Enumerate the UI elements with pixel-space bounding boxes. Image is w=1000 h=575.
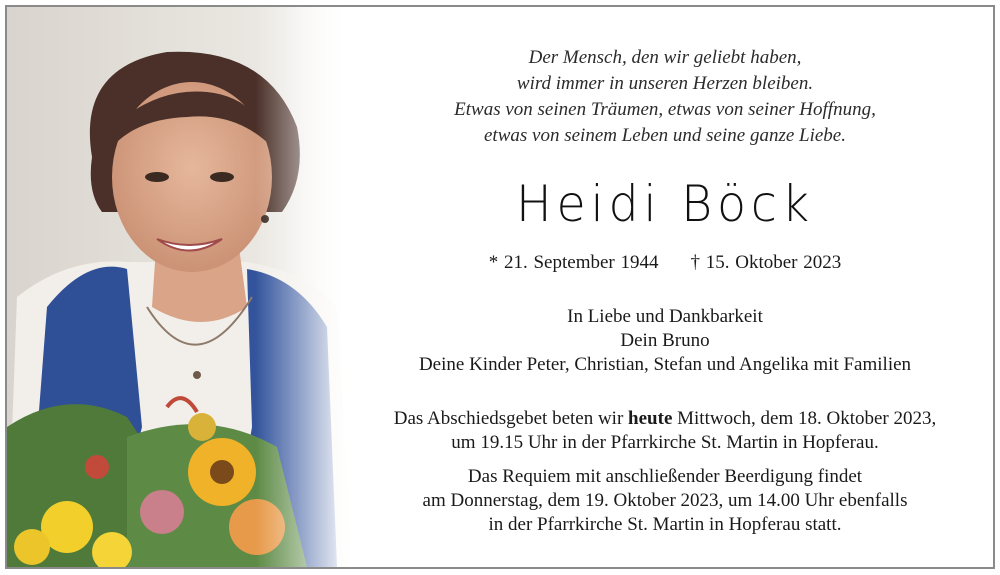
service-line [337,407,993,431]
service-text: Mittwoch, dem 18. Oktober 2023, [672,408,937,429]
quote-line: Etwas von seinen Träumen, etwas von seiner Hoffnung, [454,99,876,120]
deceased-name: Heidi Böck [516,175,814,233]
memorial-quote [337,45,993,149]
portrait-illustration [7,7,352,567]
service-emphasis: heute [628,408,673,429]
life-dates [337,252,993,274]
service-line: in der Pfarrkirche St. Martin in Hopferau statt. [488,514,842,535]
family-line: Deine Kinder Peter, Christian, Stefan und Angelika mit Familien [418,354,912,375]
obituary-text [337,7,993,567]
birth-date: * 21. September 1944 [488,252,659,273]
obituary-frame [5,5,995,569]
farewell-prayer-notice [337,407,993,455]
family-signature [337,305,993,377]
death-date: † 15. Oktober 2023 [690,252,842,273]
family-line: In Liebe und Dankbarkeit [567,306,763,327]
requiem-notice [337,465,993,537]
quote-line: Der Mensch, den wir geliebt haben, [528,47,802,68]
family-line: Dein Bruno [620,330,710,351]
quote-line: etwas von seinem Leben und seine ganze Liebe. [484,125,846,146]
service-line: um 19.15 Uhr in der Pfarrkirche St. Martin in Hopferau. [451,432,879,453]
service-line: am Donnerstag, dem 19. Oktober 2023, um 14.00 Uhr ebenfalls [422,490,908,511]
quote-line: wird immer in unseren Herzen bleiben. [516,73,814,94]
service-line: Das Requiem mit anschließender Beerdigung findet [467,466,863,487]
portrait-photo [7,7,352,567]
service-text: Das Abschiedsgebet beten wir [393,408,629,429]
